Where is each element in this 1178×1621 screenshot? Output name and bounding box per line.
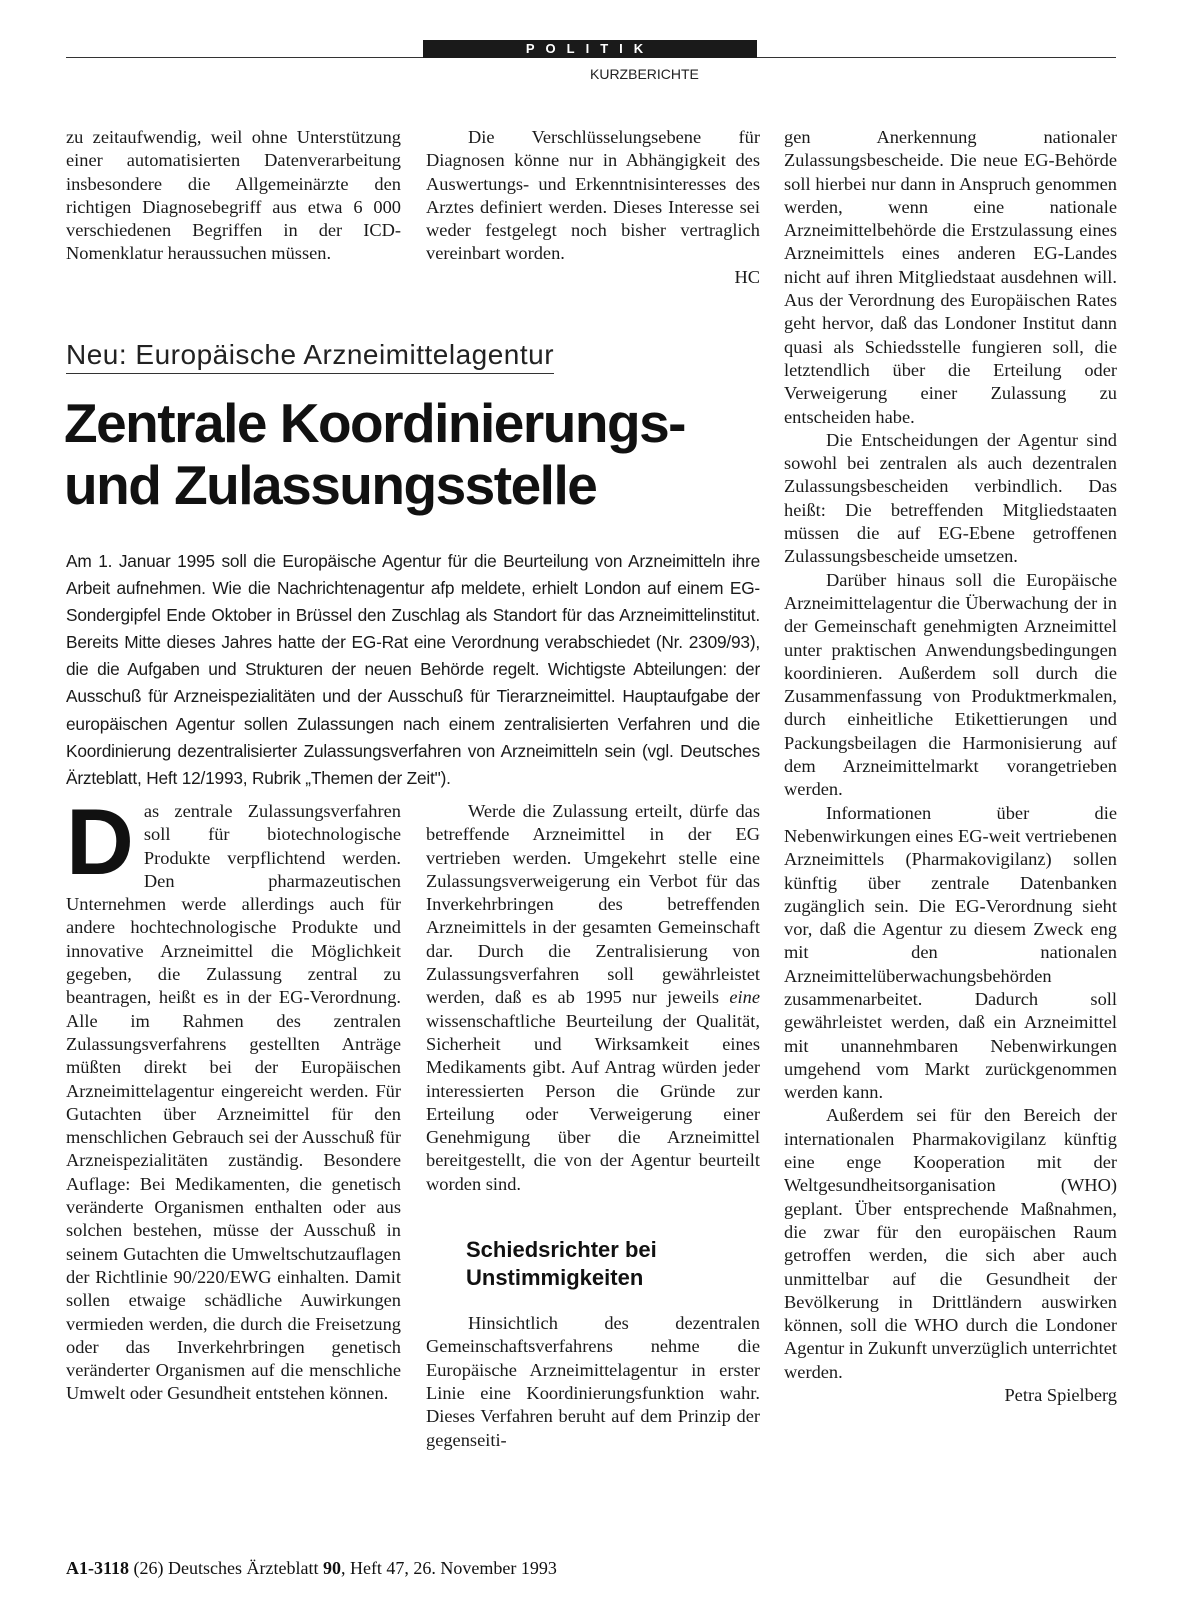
article-lead: Am 1. Januar 1995 soll die Europäische Agentur für die Beurteilung von Arzneimitteln ihre Arbeit aufnehmen. Wie die Nachrichtenagentur afp meldete, erhielt London auf einem EG-Sondergipfel Ende Oktober in Brüssel den Zuschlag als Standort für das Arzneimittelinstitut. Bereits Mitte dieses Jahres hatte der EG-Rat eine Verordnung verabschiedet (Nr. 2309/93), die die Aufgaben und Strukturen der neuen Behörde regelt. Wichtigste Abteilungen: der Ausschuß für Arzneispezialitäten und der Ausschuß für Tierarzneimittel. Hauptaufgabe der europäischen Agentur sollen Zulassungen nach einem zentralisierten Verfahren und die Koordinierung dezentralisierter Zulassungsverfahren von Arzneimitteln sein (vgl. Deutsches Ärzteblatt, Heft 12/1993, Rubrik „Themen der Zeit"). bbox=[66, 551, 760, 788]
body-col1-text: as zentrale Zulassungsverfahren soll für biotechnologische Produkte verpflichtend werden. Den pharmazeutischen Unternehmen werde allerdings auch für andere hochtechnologische Produkte und innovative Arzneimittel die Möglichkeit gegeben, die Zulassung zentral zu beantragen, heißt es in der EG-Verordnung. Alle im Rahmen des zentralen Zulassungsverfahrens gestellten Anträge müßten direkt bei der Europäischen Arzneimittelagentur eingereicht werden. Für Gutachten über Arzneimittel für den menschlichen Gebrauch sei der Ausschuß für Arzneispezialitäten zuständig. Besondere Auflage: Bei Medikamenten, die genetisch veränderte Organismen enthalten oder aus solchen bestehen, müsse der Ausschuß in seinem Gutachten die Umweltschutzauflagen der Richtlinie 90/220/EWG einhalten. Damit sollen etwaige schädliche Auwirkungen vermieden werden, die durch die Freisetzung oder das Inverkehrbringen genetisch veränderter Organismen auf die menschliche Umwelt oder Gesundheit entstehen können. bbox=[66, 801, 401, 1404]
headline-line-2: und Zulassungsstelle bbox=[64, 454, 597, 516]
body-paragraph: Darüber hinaus soll die Europäische Arzneimittelagentur die Überwachung der in der Gemeinschaft genehmigten Arzneimittel unter praktischen Anwendungsbedingungen koordinieren. Außerdem soll durch die Zusammenfassung von Produktmerkmalen, durch einheitliche Etikettierungen und Packungsbeilagen die Harmonisierung auf dem Arzneimittelmarkt vorangetrieben werden. bbox=[784, 569, 1117, 800]
body-column-2 bbox=[426, 800, 760, 1452]
emphasis-text: eine bbox=[729, 987, 760, 1008]
page-footer bbox=[66, 1558, 557, 1579]
page-number: (26) bbox=[133, 1558, 164, 1578]
prev-article-col1 bbox=[66, 126, 401, 266]
body-column-1 bbox=[66, 789, 401, 1406]
article-kicker: Neu: Europäische Arzneimittelagentur bbox=[66, 339, 554, 374]
body-paragraph: Informationen über die Nebenwirkungen eines EG-weit vertriebenen Arzneimittels (Pharmakovigilanz) sollen künftig über zentrale Datenbanken zugänglich sein. Die EG-Verordnung sieht vor, daß die Agentur zu diesem Zweck eng mit den nationalen Arzneimittelüberwachungsbehörden zusammenarbeitet. Dadurch soll gewährleistet werden, daß ein Arzneimittel mit unannehmbaren Nebenwirkungen umgehend vom Markt zurückgenommen werden kann. bbox=[784, 802, 1117, 1103]
body-column-3 bbox=[784, 126, 1117, 1407]
page-code: A1-3118 bbox=[66, 1558, 129, 1578]
body-paragraph bbox=[66, 789, 401, 1406]
body-text: Werde die Zulassung erteilt, dürfe das betreffende Arzneimittel in der EG vertrieben werden. Umgekehrt stelle eine Zulassungsverweigerung ein Verbot für das Inverkehrbringen des betreffenden Arzneimittels in der gesamten Gemeinschaft dar. Durch die Zentralisierung von Zulassungsverfahren soll gewährleistet werden, daß es ab 1995 nur jeweils bbox=[426, 801, 760, 1008]
headline-line-1: Zentrale Koordinierungs- bbox=[64, 392, 685, 454]
issue-date: , Heft 47, 26. November 1993 bbox=[340, 1558, 557, 1578]
subheading-line-1: Schiedsrichter bei bbox=[466, 1237, 657, 1263]
subheading-line-2: Unstimmigkeiten bbox=[466, 1265, 644, 1291]
section-label: POLITIK bbox=[423, 40, 757, 58]
subheading bbox=[466, 1236, 760, 1292]
journal-name: Deutsches Ärzteblatt bbox=[168, 1558, 319, 1578]
body-paragraph: Hinsichtlich des dezentralen Gemeinschaftsverfahrens nehme die Europäische Arzneimittelagentur in erster Linie eine Koordinierungsfunktion wahr. Dieses Verfahren beruht auf dem Prinzip der gegenseiti- bbox=[426, 1313, 760, 1450]
body-text: wissenschaftliche Beurteilung der Qualität, Sicherheit und Wirksamkeit eines Medikaments gibt. Auf Antrag würden jeder interessierten Person die Gründe zur Erteilung oder Verweigerung einer Genehmigung über die Arzneimittel bereitgestellt, die von der Agentur beurteilt worden sind. bbox=[426, 1010, 760, 1194]
subsection-label: KURZBERICHTE bbox=[590, 66, 699, 82]
drop-cap: D bbox=[66, 789, 134, 894]
prev-article-text-col2: Die Verschlüsselungsebene für Diagnosen könne nur in Abhängigkeit des Auswertungs- und Erkenntnisinteresses des Arztes definiert werden. Dieses Interesse sei weder festgelegt noch bisher vertraglich vereinbart worden. bbox=[426, 127, 760, 264]
body-paragraph: Die Entscheidungen der Agentur sind sowohl bei zentralen als auch dezentralen Zulassungsbescheiden verbindlich. Das heißt: Die betreffenden Mitgliedstaaten müssen die auf EG-Ebene getroffenen Zulassungsbescheide umsetzen. bbox=[784, 429, 1117, 567]
body-paragraph bbox=[426, 800, 760, 1196]
journal-volume: 90 bbox=[322, 1558, 341, 1578]
prev-article-author: HC bbox=[734, 266, 760, 287]
prev-article-col2 bbox=[426, 126, 760, 289]
prev-article-text-col1: zu zeitaufwendig, weil ohne Unterstützung einer automatisierten Datenverarbeitung insbesondere die Allgemeinärzte den richtigen Diagnosebegriff aus etwa 6 000 verschiedenen Begriffen in der ICD-Nomenklatur heraussuchen müssen. bbox=[66, 127, 401, 264]
article-headline bbox=[64, 392, 764, 516]
body-paragraph: gen Anerkennung nationaler Zulassungsbescheide. Die neue EG-Behörde soll hierbei nur dann in Anspruch genommen werden, wenn eine nationale Arzneimittelbehörde die Erstzulassung eines Arzneimittels eines anderen EG-Landes nicht auf ihren Mitgliedstaat ausdehnen will. Aus der Verordnung des Europäischen Rates geht hervor, daß das Londoner Institut dann quasi als Schiedsstelle fungieren soll, die letztendlich über die Erteilung oder Verweigerung einer Zulassung zu entscheiden habe. bbox=[784, 127, 1117, 427]
body-paragraph: Außerdem sei für den Bereich der internationalen Pharmakovigilanz künftig eine enge Kooperation mit der Weltgesundheitsorganisation (WHO) geplant. Über entsprechende Maßnahmen, die zwar für den europäischen Raum getroffen werden, die sich aber auch unmittelbar auf die Gesundheit der Bevölkerung in Drittländern auswirken können, soll die WHO durch die Londoner Agentur in Zukunft unverzüglich unterrichtet werden. bbox=[784, 1105, 1117, 1382]
article-author: Petra Spielberg bbox=[1004, 1385, 1117, 1406]
